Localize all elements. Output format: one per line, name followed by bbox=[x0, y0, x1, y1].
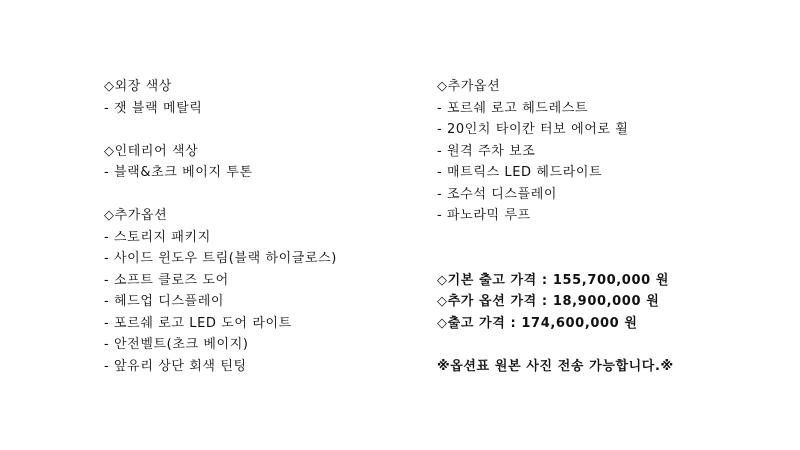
option-item: - 사이드 윈도우 트림(블랙 하이글로스) bbox=[104, 251, 337, 266]
left-options-heading: ◇추가옵션 bbox=[104, 208, 168, 223]
options-price: ◇추가 옵션 가격 : 18,900,000 원 bbox=[437, 294, 660, 309]
right-column bbox=[437, 76, 777, 377]
option-item: - 헤드업 디스플레이 bbox=[104, 294, 225, 309]
exterior-color-item: - 잿 블랙 메탈릭 bbox=[104, 100, 203, 116]
right-options-heading: ◇추가옵션 bbox=[437, 79, 501, 94]
option-item: - 조수석 디스플레이 bbox=[437, 186, 558, 202]
base-price: ◇기본 출고 가격 : 155,700,000 원 bbox=[437, 272, 670, 288]
interior-color-item: - 블랙&초크 베이지 투톤 bbox=[104, 165, 253, 180]
exterior-color-heading: ◇외장 색상 bbox=[104, 79, 172, 94]
option-item: - 스토리지 패키지 bbox=[104, 229, 211, 245]
option-item: - 앞유리 상단 회색 틴팅 bbox=[104, 358, 247, 374]
left-column bbox=[104, 76, 424, 377]
option-item: - 파노라믹 루프 bbox=[437, 208, 531, 223]
option-item: - 포르쉐 로고 헤드레스트 bbox=[437, 100, 589, 116]
option-item: - 안전벨트(초크 베이지) bbox=[104, 337, 249, 352]
option-item: - 포르쉐 로고 LED 도어 라이트 bbox=[104, 315, 292, 331]
option-item: - 원격 주차 보조 bbox=[437, 143, 536, 159]
option-item: - 매트릭스 LED 헤드라이트 bbox=[437, 165, 603, 180]
option-item: - 소프트 클로즈 도어 bbox=[104, 272, 229, 288]
total-price: ◇출고 가격 : 174,600,000 원 bbox=[437, 315, 638, 331]
option-item: - 20인치 타이칸 터보 에어로 휠 bbox=[437, 122, 629, 137]
interior-color-heading: ◇인테리어 색상 bbox=[104, 143, 199, 159]
photo-note: ※옵션표 원본 사진 전송 가능합니다.※ bbox=[437, 358, 674, 374]
